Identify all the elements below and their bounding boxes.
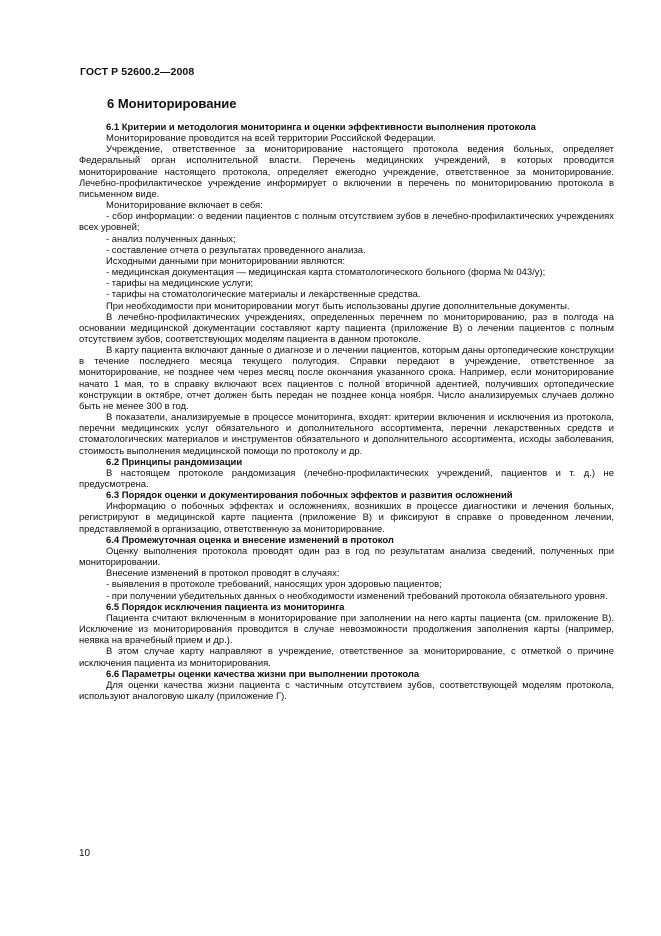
paragraph: Информацию о побочных эффектах и осложнениях, возникших в процессе диагностики и лечения больных, регистрируют в медицинской карте пациента (приложение В) и фиксируют в справке о проведенном лечении, представляемой в организацию, ответственную за мониторирование. bbox=[79, 501, 614, 535]
paragraph: Оценку выполнения протокола проводят один раз в год по результатам анализа сведений, полученных при мониторировании. bbox=[79, 545, 614, 569]
paragraph: Мониторирование проводится на всей территории Российской Федерации. bbox=[106, 133, 436, 145]
subsection-heading: 6.2 Принципы рандомизации bbox=[106, 456, 243, 468]
subsection-heading: 6.4 Промежуточная оценка и внесение изменений в протокол bbox=[106, 534, 394, 546]
paragraph: В карту пациента включают данные о диагнозе и о лечении пациентов, которым даны ортопедические конструкции в течение последнего месяца текущего полугодия. Справки передают в учреждение, ответственное за мониторирование, не позднее чем через месяц после окончания указанного срока. Например, если мониторирование начато 1 мая, то в справку включают всех пациентов с полной вторичной адентией, получивших ортопедические конструкции в октябре, отчет должен быть передан не позднее конца ноября. Число анализируемых случаев должно быть не менее 300 в год. bbox=[79, 345, 614, 412]
subsection-heading: 6.6 Параметры оценки качества жизни при выполнении протокола bbox=[106, 668, 420, 680]
paragraph: В лечебно-профилактических учреждениях, определенных перечнем по мониторированию, раз в полгода на основании медицинской документации составляют карту пациента (приложение В) о лечении пациентов с полным отсутствием зубов, соответствующих моделям пациента в данном протоколе. bbox=[79, 311, 614, 345]
subsection-heading: 6.5 Порядок исключения пациента из мониторинга bbox=[106, 601, 345, 613]
paragraph: - медицинская документация — медицинская карта стоматологического больного (форма № 043/у); bbox=[106, 267, 546, 279]
paragraph: Пациента считают включенным в мониторирование при заполнении на него карты пациента (см. приложение В). Исключение из мониторирования проводится в случае невозможности продолжения заполнения карты (например, неявка на врачебный прием и др.). bbox=[79, 612, 614, 647]
paragraph: - тарифы на стоматологические материалы и лекарственные средства. bbox=[106, 289, 421, 301]
paragraph: Для оценки качества жизни пациента с частичным отсутствием зубов, соответствующей моделям протокола, используют аналоговую шкалу (приложение Г). bbox=[79, 679, 614, 702]
paragraph: Внесение изменений в протокол проводят в случаях: bbox=[106, 568, 340, 580]
paragraph: - тарифы на медицинские услуги; bbox=[106, 278, 254, 290]
subsection-heading: 6.3 Порядок оценки и документирования побочных эффектов и развития осложнений bbox=[106, 490, 513, 502]
paragraph: - составление отчета о результатах проведенного анализа. bbox=[106, 244, 366, 256]
paragraph: В этом случае карту направляют в учреждение, ответственное за мониторирование, с отметкой о причине исключения пациента из мониторирования. bbox=[79, 646, 614, 669]
page-number: 10 bbox=[79, 848, 91, 859]
paragraph: - анализ полученных данных; bbox=[106, 233, 236, 245]
section-title: 6 Мониторирование bbox=[107, 96, 237, 111]
body-text bbox=[79, 122, 614, 702]
paragraph: - при получении убедительных данных о необходимости изменений требований протокола обязательного уровня. bbox=[106, 590, 608, 602]
document-header: ГОСТ Р 52600.2—2008 bbox=[80, 66, 195, 78]
paragraph: В показатели, анализируемые в процессе мониторинга, входят: критерии включения и исключения из протокола, перечни медицинских услуг обязательного и дополнительного ассортимента, перечни лекарственных средств и стоматологических материалов и инструментов обязательного и дополнительного ассортимента, исходы заболевания, стоимость выполнения медицинской помощи по протоколу и др. bbox=[79, 412, 614, 457]
subsection-heading: 6.1 Критерии и методология мониторинга и оценки эффективности выполнения протокола bbox=[106, 122, 536, 133]
paragraph: При необходимости при мониторировании могут быть использованы другие дополнительные документы. bbox=[106, 300, 570, 312]
paragraph: - выявления в протоколе требований, наносящих урон здоровью пациентов; bbox=[106, 579, 442, 591]
paragraph: Исходными данными при мониторировании являются: bbox=[106, 255, 345, 267]
paragraph: - сбор информации: о ведении пациентов с полным отсутствием зубов в лечебно-профилактических учреждениях всех уровней; bbox=[79, 211, 614, 234]
paragraph: Учреждение, ответственное за мониторирование настоящего протокола ведения больных, определяет Федеральный орган исполнительной власти. Перечень медицинских учреждений, в которых проводится мониторирование настоящего протокола, определяет ежегодно учреждение, ответственное за мониторирование. Лечебно-профилактическое учреждение информирует о включении в перечень по мониторированию протокола в письменном виде. bbox=[79, 144, 614, 200]
paragraph: Мониторирование включает в себя: bbox=[106, 200, 263, 212]
paragraph: В настоящем протоколе рандомизация (лечебно-профилактических учреждений, пациентов и т. д.) не предусмотрена. bbox=[79, 467, 614, 490]
